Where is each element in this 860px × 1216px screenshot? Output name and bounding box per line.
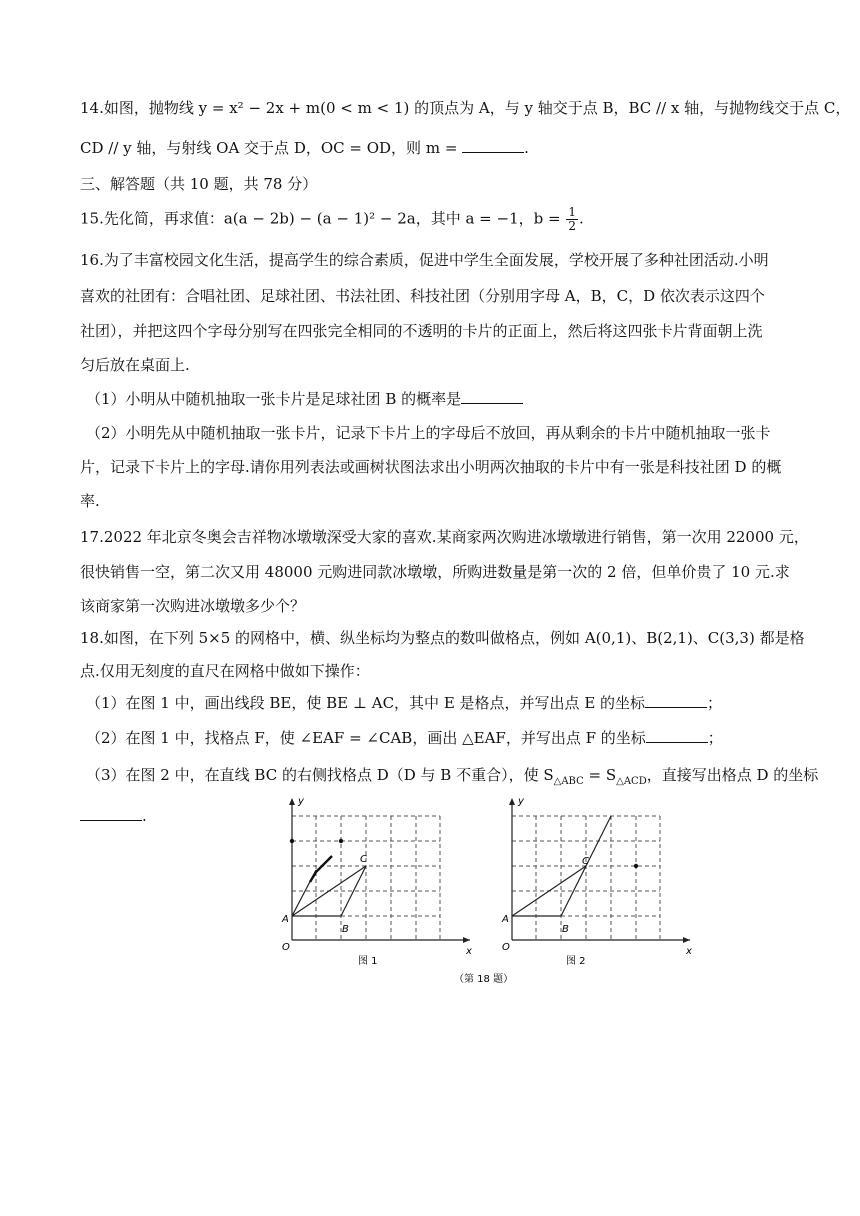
- q16-line4: 匀后放在桌面上.: [80, 356, 190, 374]
- q18-part3: [86, 765, 818, 792]
- fig2-label-C: C: [582, 856, 589, 867]
- q18-part1-blank[interactable]: [645, 693, 707, 708]
- fig1-segments: [292, 866, 366, 916]
- fig2-label-A: A: [502, 914, 509, 925]
- q18-part3-sub2: △ACD: [616, 776, 647, 787]
- q16-line3: 社团），并把这四个字母分别写在四张完全相同的不透明的卡片的正面上，然后将这四张卡片背面朝上洗: [80, 322, 763, 340]
- section-header: 三、解答题（共 10 题，共 78 分）: [80, 175, 318, 193]
- fig2-axes: [512, 800, 690, 940]
- q18-line2: 点.仅用无刻度的直尺在网格中做如下操作：: [80, 662, 370, 680]
- q14-line2-text: CD // y 轴，与射线 OA 交于点 D，OC = OD，则 m =: [80, 139, 458, 157]
- q15-fraction-den: 2: [568, 219, 576, 233]
- q16-part2-line2: 片，记录下卡片上的字母.请你用列表法或画树状图法求出小明两次抽取的卡片中有一张是科技社团 D 的概: [80, 458, 782, 476]
- q14-answer-blank[interactable]: [462, 138, 524, 153]
- q14-line1: 14.如图，抛物线 y = x² − 2x + m(0 < m < 1) 的顶点为 A，与 y 轴交于点 B，BC // x 轴，与抛物线交于点 C，: [80, 99, 851, 117]
- fig1-label-B: B: [342, 924, 349, 935]
- q16-part2-line3: 率.: [80, 492, 100, 510]
- q18-part2: [86, 728, 723, 748]
- fig1-y-arrow: [289, 798, 295, 805]
- fig2-grid: [512, 816, 660, 940]
- fig2-point-dot: [634, 864, 638, 868]
- fig1-point-dot1: [290, 839, 294, 843]
- q18-part1-text: （1）在图 1 中，画出线段 BE，使 BE ⊥ AC，其中 E 是格点，并写出点 E 的坐标: [86, 694, 646, 712]
- fig1-grid: [292, 816, 440, 940]
- q17-line3: 该商家第一次购进冰墩墩多少个？: [80, 597, 306, 615]
- q14-line2-end: .: [524, 139, 529, 157]
- fig2-label-y: y: [518, 796, 524, 807]
- q15-end: .: [579, 209, 584, 228]
- q14-line2: [80, 138, 529, 158]
- fig2-label-O: O: [502, 942, 510, 953]
- q16-part1-blank[interactable]: [461, 389, 523, 404]
- fig2-caption: 图 2: [566, 956, 586, 967]
- q16-part2-line1: （2）小明先从中随机抽取一张卡片，记录下卡片上的字母后不放回，再从剩余的卡片中随机抽取一张卡: [86, 424, 771, 442]
- q18-part1-end: ；: [707, 694, 723, 712]
- figure-1: [281, 796, 472, 967]
- q16-part1-text: （1）小明从中随机抽取一张卡片是足球社团 B 的概率是: [86, 390, 462, 408]
- fig1-drawn-line: [310, 856, 332, 882]
- q18-part1: [86, 693, 722, 713]
- fig1-caption: 图 1: [358, 956, 378, 967]
- q18-part3-blank[interactable]: [80, 806, 142, 821]
- q18-part3-eq: = S: [583, 766, 617, 784]
- fig1-label-x: x: [466, 946, 472, 957]
- fig2-y-arrow: [509, 798, 515, 805]
- q15-fraction: [566, 206, 578, 233]
- fig1-label-O: O: [282, 942, 290, 953]
- q16-line2: 喜欢的社团有：合唱社团、足球社团、书法社团、科技社团（分别用字母 A，B，C，D 依次表示这四个: [80, 287, 765, 305]
- fig1-label-y: y: [298, 796, 304, 807]
- figure-caption: （第 18 题）: [454, 974, 514, 985]
- q15-text: 15.先化简，再求值：a(a − 2b) − (a − 1)² − 2a，其中 a = −1，b =: [80, 209, 561, 228]
- q18-part3-end: .: [142, 807, 147, 825]
- q17-line1: 17.2022 年北京冬奥会吉祥物冰墩墩深受大家的喜欢.某商家两次购进冰墩墩进行销售，第一次用 22000 元，: [80, 528, 809, 546]
- q15: [80, 206, 584, 233]
- fig2-label-B: B: [562, 924, 569, 935]
- fig2-x-arrow: [683, 937, 690, 943]
- fig1-point-dot2: [339, 839, 343, 843]
- fig1-label-C: C: [360, 854, 367, 865]
- fig1-x-arrow: [463, 937, 470, 943]
- q18-part3-text: （3）在图 2 中，在直线 BC 的右侧找格点 D（D 与 B 不重合），使 S: [86, 766, 554, 784]
- fig2-label-x: x: [686, 946, 692, 957]
- q18-part2-end: ；: [707, 729, 723, 747]
- q18-figure: [270, 790, 710, 990]
- q18-part2-text: （2）在图 1 中，找格点 F，使 ∠EAF = ∠CAB，画出 △EAF，并写出点 F 的坐标: [86, 729, 646, 747]
- q18-part3-sub1: △ABC: [553, 776, 584, 787]
- q17-line2: 很快销售一空，第二次又用 48000 元购进同款冰墩墩，所购进数量是第一次的 2 倍，但单价贵了 10 元.求: [80, 563, 790, 581]
- q18-line1: 18.如图，在下列 5×5 的网格中，横、纵坐标均为整点的数叫做格点，例如 A(0,1)、B(2,1)、C(3,3) 都是格: [80, 629, 805, 647]
- fig1-label-A: A: [282, 914, 289, 925]
- q16-line1: 16.为了丰富校园文化生活，提高学生的综合素质，促进中学生全面发展，学校开展了多种社团活动.小明: [80, 251, 769, 269]
- q16-part1: [86, 389, 523, 409]
- q18-part3-tail: ，直接写出格点 D 的坐标: [646, 766, 819, 784]
- q18-part3-line2: [80, 806, 147, 826]
- figure-2: [501, 796, 692, 967]
- q15-fraction-num: 1: [568, 205, 576, 219]
- q18-part2-blank[interactable]: [646, 728, 708, 743]
